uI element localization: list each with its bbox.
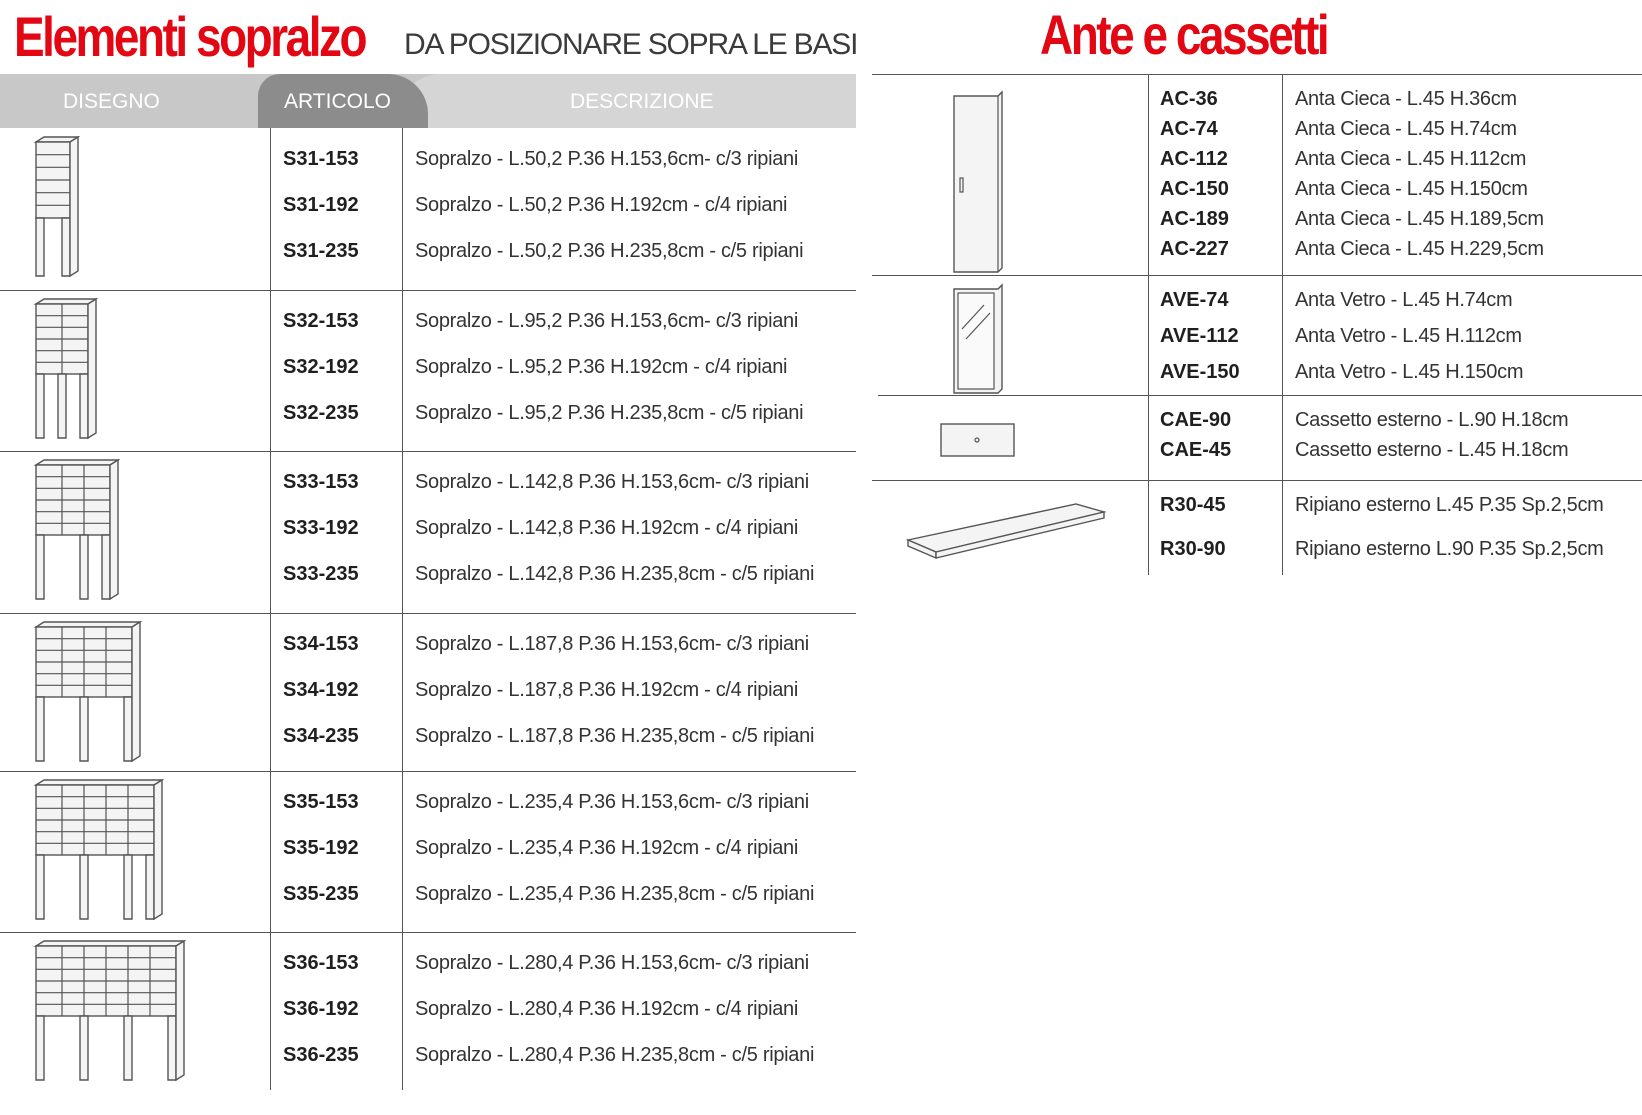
left-article-description: Sopralzo - L.142,8 P.36 H.235,8cm - c/5 ripiani bbox=[415, 563, 815, 585]
right-article-code: AVE-74 bbox=[1160, 289, 1229, 311]
right-column-divider bbox=[1282, 275, 1283, 395]
left-column-divider bbox=[270, 128, 271, 290]
right-article-description: Anta Vetro - L.45 H.150cm bbox=[1295, 361, 1524, 383]
left-article-code: S36-153 bbox=[283, 952, 359, 974]
left-article-description: Sopralzo - L.280,4 P.36 H.153,6cm- c/3 ripiani bbox=[415, 952, 809, 974]
left-column-divider bbox=[270, 771, 271, 932]
right-column-divider bbox=[1148, 74, 1149, 275]
header-descrizione: DESCRIZIONE bbox=[570, 90, 714, 113]
left-article-description: Sopralzo - L.280,4 P.36 H.235,8cm - c/5 ripiani bbox=[415, 1044, 815, 1066]
left-article-code: S36-192 bbox=[283, 998, 359, 1020]
right-article-code: AVE-150 bbox=[1160, 361, 1240, 383]
left-column-divider bbox=[402, 290, 403, 451]
left-article-description: Sopralzo - L.142,8 P.36 H.192cm - c/4 ripiani bbox=[415, 517, 799, 539]
left-row-separator bbox=[0, 932, 856, 933]
right-article-description: Anta Vetro - L.45 H.74cm bbox=[1295, 289, 1513, 311]
left-article-description: Sopralzo - L.235,4 P.36 H.192cm - c/4 ripiani bbox=[415, 837, 799, 859]
shelf-1-column-drawing bbox=[32, 136, 92, 286]
left-article-code: S31-153 bbox=[283, 148, 359, 170]
right-column-divider bbox=[1282, 395, 1283, 480]
left-article-code: S31-192 bbox=[283, 194, 359, 216]
left-column-divider bbox=[270, 451, 271, 613]
right-column-divider bbox=[1148, 480, 1149, 575]
glass-door-drawing bbox=[952, 285, 1012, 397]
left-column-divider bbox=[270, 290, 271, 451]
right-article-description: Anta Cieca - L.45 H.74cm bbox=[1295, 118, 1517, 140]
right-article-code: AVE-112 bbox=[1160, 325, 1239, 347]
right-title-text: Ante e cassetti bbox=[1040, 3, 1328, 66]
right-article-code: R30-90 bbox=[1160, 538, 1226, 560]
left-article-code: S32-235 bbox=[283, 402, 359, 424]
right-article-code: AC-227 bbox=[1160, 238, 1229, 260]
left-article-code: S34-153 bbox=[283, 633, 359, 655]
shelf-4-column-drawing bbox=[32, 621, 154, 771]
right-article-description: Ripiano esterno L.45 P.35 Sp.2,5cm bbox=[1295, 494, 1604, 516]
right-top-rule bbox=[872, 74, 1642, 75]
right-article-description: Anta Cieca - L.45 H.229,5cm bbox=[1295, 238, 1544, 260]
right-column-divider bbox=[1148, 275, 1149, 395]
left-column-divider bbox=[402, 128, 403, 290]
shelf-3-column-drawing bbox=[32, 459, 132, 609]
left-article-code: S31-235 bbox=[283, 240, 359, 262]
left-article-description: Sopralzo - L.95,2 P.36 H.192cm - c/4 ripiani bbox=[415, 356, 788, 378]
right-column-divider bbox=[1282, 74, 1283, 275]
left-article-description: Sopralzo - L.187,8 P.36 H.153,6cm- c/3 ripiani bbox=[415, 633, 809, 655]
right-article-code: AC-36 bbox=[1160, 88, 1218, 110]
right-article-code: AC-74 bbox=[1160, 118, 1218, 140]
shelf-5-column-drawing bbox=[32, 779, 176, 929]
right-column-divider bbox=[1148, 395, 1149, 480]
right-article-description: Anta Cieca - L.45 H.189,5cm bbox=[1295, 208, 1544, 230]
right-article-description: Cassetto esterno - L.45 H.18cm bbox=[1295, 439, 1569, 461]
left-article-description: Sopralzo - L.50,2 P.36 H.153,6cm- c/3 ripiani bbox=[415, 148, 799, 170]
left-article-description: Sopralzo - L.235,4 P.36 H.153,6cm- c/3 ripiani bbox=[415, 791, 809, 813]
left-column-divider bbox=[270, 932, 271, 1090]
left-article-code: S33-235 bbox=[283, 563, 359, 585]
left-article-description: Sopralzo - L.235,4 P.36 H.235,8cm - c/5 ripiani bbox=[415, 883, 815, 905]
right-article-code: AC-112 bbox=[1160, 148, 1228, 170]
right-article-code: CAE-90 bbox=[1160, 409, 1232, 431]
left-article-description: Sopralzo - L.187,8 P.36 H.235,8cm - c/5 ripiani bbox=[415, 725, 815, 747]
right-article-code: AC-150 bbox=[1160, 178, 1229, 200]
left-column-divider bbox=[402, 613, 403, 771]
right-article-code: CAE-45 bbox=[1160, 439, 1232, 461]
right-article-description: Ripiano esterno L.90 P.35 Sp.2,5cm bbox=[1295, 538, 1604, 560]
left-article-code: S34-235 bbox=[283, 725, 359, 747]
left-article-description: Sopralzo - L.187,8 P.36 H.192cm - c/4 ripiani bbox=[415, 679, 799, 701]
right-row-separator bbox=[872, 480, 1642, 481]
left-column-divider bbox=[402, 932, 403, 1090]
left-article-code: S33-192 bbox=[283, 517, 359, 539]
right-article-description: Anta Cieca - L.45 H.112cm bbox=[1295, 148, 1527, 170]
left-column-divider bbox=[402, 451, 403, 613]
right-article-description: Anta Cieca - L.45 H.36cm bbox=[1295, 88, 1517, 110]
left-article-description: Sopralzo - L.142,8 P.36 H.153,6cm- c/3 ripiani bbox=[415, 471, 809, 493]
left-subtitle: DA POSIZIONARE SOPRA LE BASI bbox=[404, 28, 858, 61]
drawer-drawing bbox=[940, 423, 1020, 463]
left-article-code: S33-153 bbox=[283, 471, 359, 493]
right-title bbox=[1040, 2, 1390, 68]
left-article-description: Sopralzo - L.95,2 P.36 H.153,6cm- c/3 ripiani bbox=[415, 310, 799, 332]
left-row-separator bbox=[0, 613, 856, 614]
left-article-code: S35-192 bbox=[283, 837, 359, 859]
shelf-board-drawing bbox=[906, 502, 1116, 572]
left-article-description: Sopralzo - L.50,2 P.36 H.192cm - c/4 ripiani bbox=[415, 194, 788, 216]
right-article-description: Anta Vetro - L.45 H.112cm bbox=[1295, 325, 1522, 347]
left-title-text: Elementi sopralzo bbox=[14, 5, 366, 68]
left-article-code: S36-235 bbox=[283, 1044, 359, 1066]
left-article-code: S32-153 bbox=[283, 310, 359, 332]
left-column-divider bbox=[270, 613, 271, 771]
right-article-description: Cassetto esterno - L.90 H.18cm bbox=[1295, 409, 1569, 431]
left-article-description: Sopralzo - L.280,4 P.36 H.192cm - c/4 ripiani bbox=[415, 998, 799, 1020]
left-row-separator bbox=[0, 771, 856, 772]
left-article-code: S35-153 bbox=[283, 791, 359, 813]
right-article-code: AC-189 bbox=[1160, 208, 1229, 230]
left-article-code: S35-235 bbox=[283, 883, 359, 905]
left-row-separator bbox=[0, 290, 856, 291]
shelf-6-column-drawing bbox=[32, 940, 198, 1090]
blind-door-drawing bbox=[952, 92, 1012, 276]
left-article-description: Sopralzo - L.95,2 P.36 H.235,8cm - c/5 ripiani bbox=[415, 402, 804, 424]
left-article-code: S34-192 bbox=[283, 679, 359, 701]
left-row-separator bbox=[0, 451, 856, 452]
left-column-divider bbox=[402, 771, 403, 932]
header-articolo: ARTICOLO bbox=[284, 90, 391, 113]
right-column-divider bbox=[1282, 480, 1283, 575]
right-article-code: R30-45 bbox=[1160, 494, 1226, 516]
left-title bbox=[14, 4, 442, 70]
right-article-description: Anta Cieca - L.45 H.150cm bbox=[1295, 178, 1528, 200]
shelf-2-column-drawing bbox=[32, 298, 110, 448]
left-article-code: S32-192 bbox=[283, 356, 359, 378]
header-disegno: DISEGNO bbox=[63, 90, 160, 113]
left-article-description: Sopralzo - L.50,2 P.36 H.235,8cm - c/5 ripiani bbox=[415, 240, 804, 262]
